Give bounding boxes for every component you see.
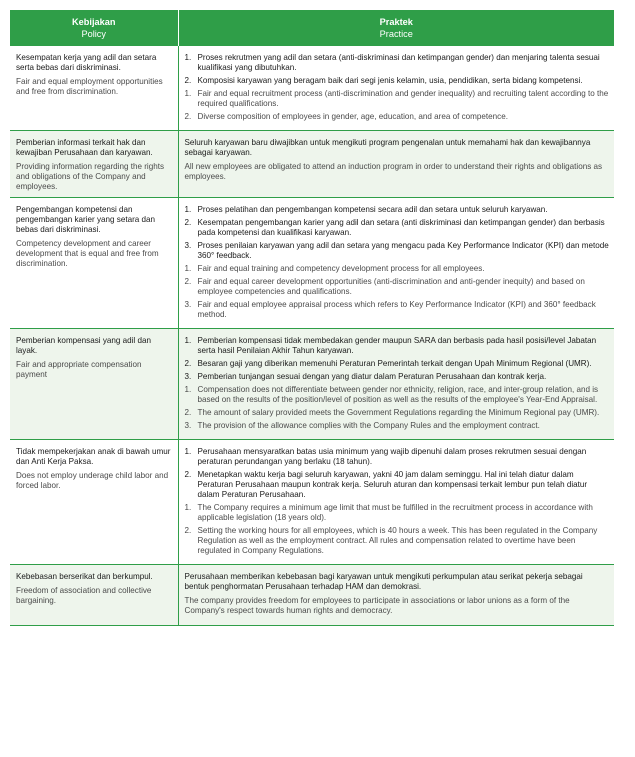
practice-cell (178, 565, 614, 626)
list-item: 1. Fair and equal recruitment process (anti-discrimination and gender inequality) and recruiting talent according to the required qualifications. (184, 89, 609, 108)
list-item: 3. Fair and equal employee appraisal process which refers to Key Performance Indicator (KPI) and 360° feedback method. (184, 300, 596, 319)
practice-text-en: The company provides freedom for employees to participate in associations or labor unions as a form of the Company's respect towards human rights and democracy. (184, 596, 570, 615)
table-row (10, 131, 614, 198)
list-item: 2. Besaran gaji yang diberikan memenuhi Peraturan Pemerintah terkait dengan Upah Minimum Regional (UMR). (184, 359, 592, 368)
policy-cell (10, 198, 178, 329)
policy-cell (10, 440, 178, 565)
practice-list-en (185, 385, 610, 431)
policy-text-id: Kebebasan berserikat dan berkumpul. (16, 572, 153, 581)
practice-list-id (185, 447, 610, 500)
table-header-row (10, 10, 614, 46)
policy-text-id: Kesempatan kerja yang adil dan setara serta bebas dari diskriminasi. (16, 53, 157, 72)
practice-cell (178, 198, 614, 329)
policy-column-header (10, 10, 178, 46)
policy-cell (10, 565, 178, 626)
list-item: 2. The amount of salary provided meets the Government Regulations regarding the Minimum Regional pay (UMR). (184, 408, 600, 417)
policy-cell (10, 329, 178, 440)
list-item: 1. Proses rekrutmen yang adil dan setara (anti-diskriminasi dan ketimpangan gender) dan menjaring talenta sesuai kualifikasi yang dibutuhkan. (184, 53, 600, 72)
practice-text-id: Perusahaan memberikan kebebasan bagi karyawan untuk mengikuti perkumpulan atau serikat pekerja sebagai bentuk penghormatan Perusahaan terhadap HAM dan demokrasi. (184, 572, 583, 591)
practice-cell (178, 329, 614, 440)
policy-text-id: Tidak mempekerjakan anak di bawah umur dan Anti Kerja Paksa. (16, 447, 171, 466)
list-item: 2. Setting the working hours for all employees, which is 40 hours a week. This has been regulated in the Company Regulation as well as the employment contract. All rules and compensation related to overtime have been regulated in Company Regulations. (184, 526, 598, 555)
practice-header-en: Practice (379, 29, 413, 39)
list-item: 3. The provision of the allowance complies with the Company Rules and the employment contract. (184, 421, 540, 430)
policy-cell (10, 46, 178, 131)
list-item: 1. Fair and equal training and competency development process for all employees. (184, 264, 485, 273)
practice-list-en (185, 503, 610, 556)
practice-list-id (185, 336, 610, 382)
table-row (10, 329, 614, 440)
practice-header-id: Praktek (379, 17, 413, 27)
practice-text-en: All new employees are obligated to attend an induction program in order to understand their rights and obligations as employees. (184, 162, 603, 181)
policy-header-id: Kebijakan (72, 17, 116, 27)
practice-text-id: Seluruh karyawan baru diwajibkan untuk mengikuti program pengenalan untuk memahami hak dan kewajibannya sebagai karyawan. (184, 138, 591, 157)
policy-text-id: Pemberian informasi terkait hak dan kewajiban Perusahaan dan karyawan. (16, 138, 153, 157)
list-item: 2. Komposisi karyawan yang beragam baik dari segi jenis kelamin, usia, pendidikan, serta bidang kompetensi. (184, 76, 583, 85)
list-item: 1. Compensation does not differentiate between gender nor ethnicity, religion, race, and inter-group relation, and is based on the results of the position/level of position as well as the results of the employee's Year-End Appraisal. (184, 385, 599, 404)
practice-list-id (185, 53, 610, 86)
list-item: 1. Pemberian kompensasi tidak membedakan gender maupun SARA dan berbasis pada hasil posisi/level Jabatan serta hasil Penilaian Akhir Tahun karyawan. (184, 336, 597, 355)
practice-column-header (178, 10, 614, 46)
practice-list-en (185, 89, 610, 122)
practice-list-id (185, 205, 610, 261)
list-item: 1. The Company requires a minimum age limit that must be fulfilled in the recruitment process in accordance with applicable legislation (18 years old). (184, 503, 593, 522)
list-item: 1. Proses pelatihan dan pengembangan kompetensi secara adil dan setara untuk seluruh karyawan. (184, 205, 548, 214)
policy-text-en: Does not employ underage child labor and forced labor. (16, 471, 169, 490)
table-row (10, 198, 614, 329)
list-item: 2. Fair and equal career development opportunities (anti-discrimination and anti-gender inequity) and based on employee competencies and qualifications. (184, 277, 585, 296)
list-item: 3. Proses penilaian karyawan yang adil dan setara yang mengacu pada Key Performance Indicator (KPI) dan metode 360° feedback. (184, 241, 609, 260)
policy-text-en: Freedom of association and collective bargaining. (16, 586, 152, 605)
list-item: 2. Menetapkan waktu kerja bagi seluruh karyawan, yakni 40 jam dalam seminggu. Hal ini telah diatur dalam Peraturan Perusahaan maupun kontrak kerja. Seluruh aturan dan kompensasi terkait lembur pun telah diatur dalam Peraturan Perusahaan. (184, 470, 588, 499)
practice-cell (178, 131, 614, 198)
table-row (10, 440, 614, 565)
table-row (10, 46, 614, 131)
policy-text-id: Pengembangan kompetensi dan pengembangan karier yang setara dan bebas dari diskriminasi. (16, 205, 156, 234)
list-item: 3. Pemberian tunjangan sesuai dengan yang diatur dalam Peraturan Perusahaan dan kontrak kerja. (184, 372, 547, 381)
policy-practice-table (10, 10, 614, 626)
list-item: 1. Perusahaan mensyaratkan batas usia minimum yang wajib dipenuhi dalam proses rekrutmen sesuai dengan peraturan perundangan yang berlaku (18 tahun). (184, 447, 587, 466)
practice-cell (178, 46, 614, 131)
policy-text-en: Fair and equal employment opportunities and free from discrimination. (16, 77, 163, 96)
practice-list-en (185, 264, 610, 320)
policy-cell (10, 131, 178, 198)
list-item: 2. Kesempatan pengembangan karier yang adil dan setara (anti diskriminasi dan ketimpangan gender) dan berbasis pada kompetensi dan kualifikasi karyawan. (184, 218, 605, 237)
practice-cell (178, 440, 614, 565)
policy-text-en: Providing information regarding the rights and obligations of the Company and employees. (16, 162, 165, 191)
policy-text-en: Fair and appropriate compensation payment (16, 360, 142, 379)
policy-text-en: Competency development and career development that is equal and free from discrimination. (16, 239, 159, 268)
list-item: 2. Diverse composition of employees in gender, age, education, and area of competence. (184, 112, 508, 121)
table-row (10, 565, 614, 626)
policy-text-id: Pemberian kompensasi yang adil dan layak. (16, 336, 151, 355)
policy-header-en: Policy (81, 29, 106, 39)
policy-practice-table-wrapper (10, 10, 614, 626)
